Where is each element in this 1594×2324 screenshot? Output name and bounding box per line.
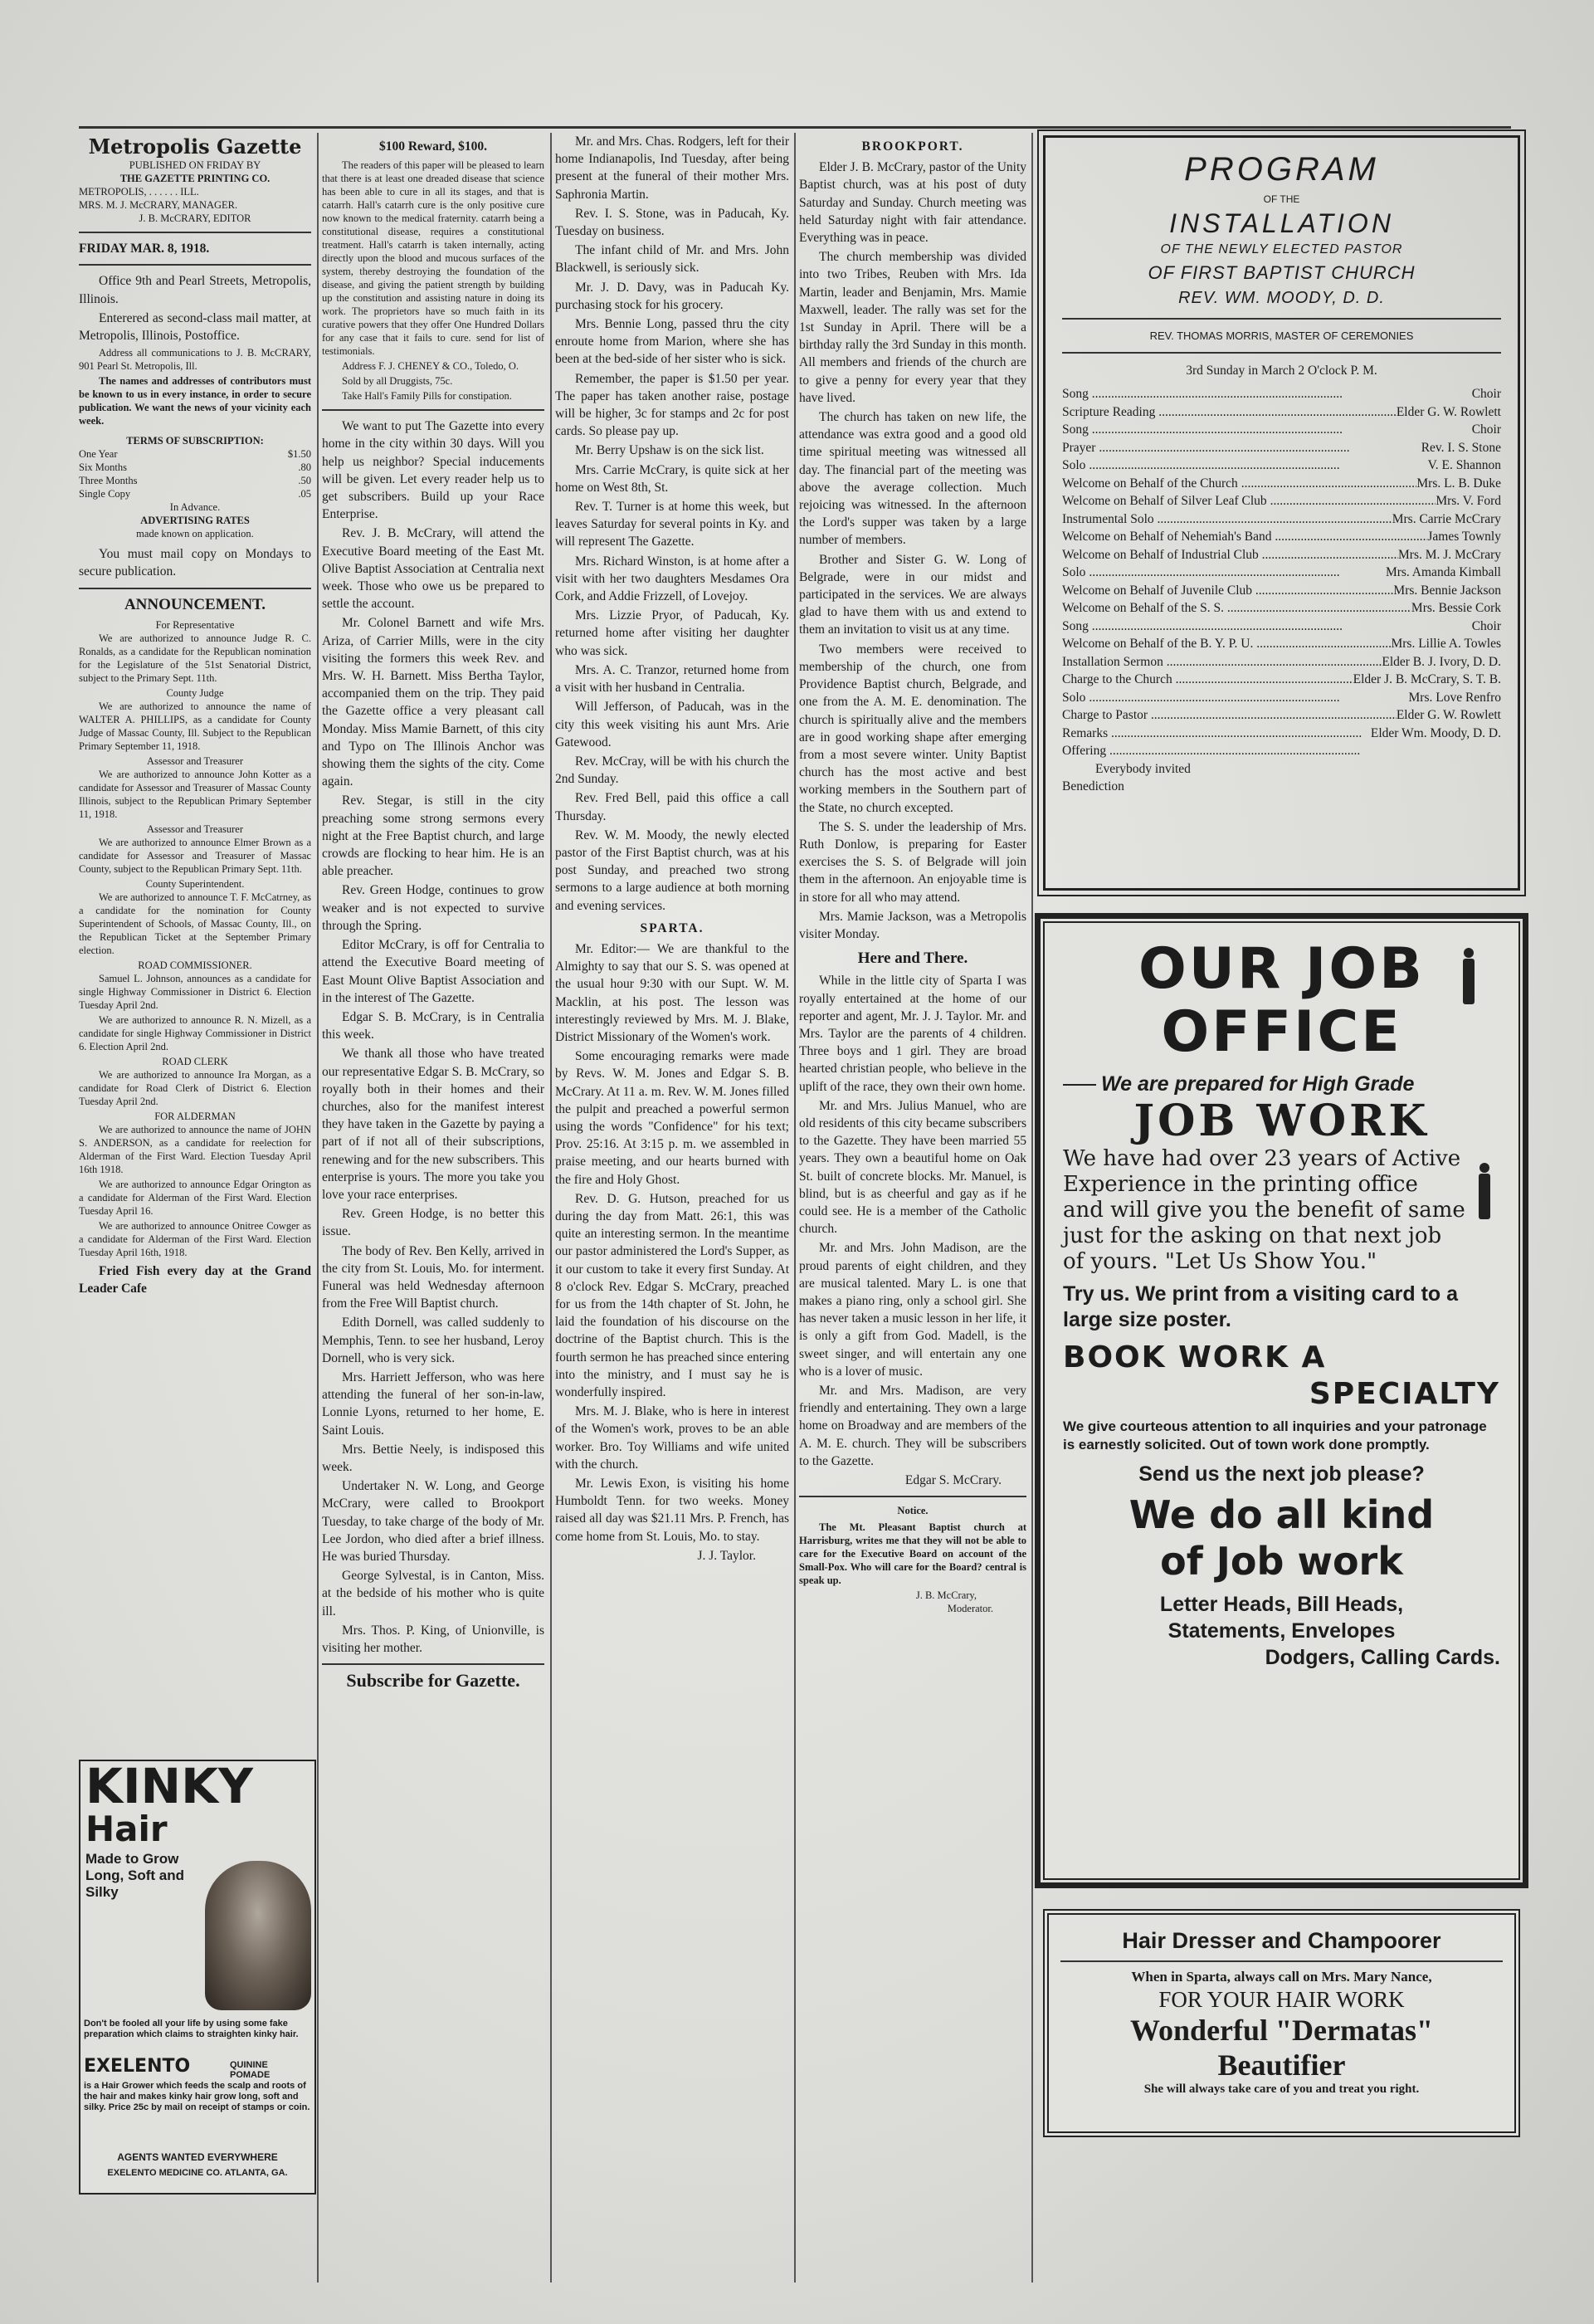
terms-row: [79, 487, 311, 500]
news-item: Will Jefferson, of Paducah, was in the city this week visiting his aunt Mrs. Arie Gatewood.: [555, 700, 789, 749]
fried-fish-notice: Fried Fish every day at the Grand Leader Cafe: [79, 1263, 311, 1296]
program-participant: Mrs. Lillie A. Towles: [1391, 637, 1501, 651]
reward-sold: Sold by all Druggists, 75c.: [342, 375, 453, 388]
here-there-item: Mr. and Mrs. Madison, are very friendly and entertaining. They own a large home on Broadway and are members of the A. M. E. church. They will be subscribers to the Gazette.: [799, 1384, 1026, 1468]
program-participant: Rev. I. S. Stone: [1421, 440, 1501, 455]
brookport-item: The S. S. under the leadership of Mrs. Ruth Donlow, is preparing for Easter exercises the S. S. of Belgrade will join them in the afternoon. An enjoyable time is in store for all who may attend.: [799, 819, 1026, 905]
program-item: Song .....: [1062, 421, 1472, 439]
masthead-published: PUBLISHED ON FRIDAY BY: [129, 159, 261, 172]
program-participant: Mrs. V. Ford: [1436, 494, 1501, 508]
masthead-editor: J. B. McCRARY, EDITOR: [139, 212, 251, 225]
names-notice: The names and addresses of contributors must be known to us in every instance, in order to secure publication. We want the news of your vicinity each week.: [79, 375, 311, 427]
mail-copy-notice: You must mail copy on Mondays to secure publication.: [79, 547, 311, 579]
announcement-text: We are authorized to announce Onitree Cowger as a candidate for Alderman of the First Ward. Election Tuesday April 16th, 1918.: [79, 1219, 311, 1258]
hair-ad-beautifier: Beautifier: [1217, 2048, 1346, 2082]
program-church: OF FIRST BAPTIST CHURCH: [1148, 262, 1416, 283]
program-participant: Elder G. W. Rowlett: [1396, 708, 1501, 722]
terms-price: .80: [298, 461, 311, 474]
hair-ad-when: When in Sparta, always call on Mrs. Mary Nance,: [1131, 1969, 1432, 1985]
program-participant: James Townly: [1427, 530, 1501, 544]
terms-label: Single Copy: [79, 488, 131, 500]
program-participant: Mrs. Amanda Kimball: [1385, 565, 1501, 579]
column-2-items: [322, 417, 544, 1657]
terms-row: [79, 461, 311, 474]
kinky-hair-ad: [79, 1760, 316, 2195]
program-participant: Choir: [1471, 387, 1501, 401]
announcement-title: ANNOUNCEMENT.: [124, 595, 266, 613]
brookport-headline: BROOKPORT.: [861, 139, 964, 154]
reward-pills: Take Hall's Family Pills for constipation.: [342, 390, 512, 403]
program-benediction: Benediction: [1062, 779, 1124, 793]
column-3-items: [555, 133, 789, 915]
program-row: [1062, 564, 1501, 582]
column-rule: [550, 133, 552, 2282]
program-item: Remarks .....: [1062, 725, 1371, 743]
news-item: Mr. J. D. Davy, was in Paducah Ky. purchasing stock for his grocery.: [555, 280, 789, 312]
masthead-company: THE GAZETTE PRINTING CO.: [119, 173, 271, 185]
program-item: Welcome on Behalf of Juvenile Club .....: [1062, 582, 1393, 600]
program-participant: Choir: [1471, 422, 1501, 437]
reward-address: Address F. J. CHENEY & CO., Toledo, O.: [342, 360, 519, 373]
notice-signature-title: Moderator.: [947, 1603, 993, 1615]
program-item: Welcome on Behalf of the B. Y. P. U. .....: [1062, 635, 1391, 653]
kinky-title-hair: Hair: [85, 1809, 168, 1849]
divider: [1062, 352, 1501, 354]
job-ad-experience: We have had over 23 years of Active Experience in the printing office and will give you the benefit of same just for the asking on that next job of yours. "Let Us Show You.": [1063, 1146, 1465, 1274]
column-4: [799, 133, 1026, 1615]
news-item: George Sylvestal, is in Canton, Miss. at the bedside of his mother who is quite ill.: [322, 1569, 544, 1618]
announcement-head: ROAD CLERK: [162, 1055, 228, 1067]
here-there-item: Mr. and Mrs. John Madison, are the proud parents of eight children, and they are musical talented. Mary L. is one that makes a piano ring, only a school girl. She has never taken a music lesson in her life, it is only a gift from God. Madell, is the sweet singer, and will entertain any one who is a lover of music.: [799, 1241, 1026, 1379]
news-item: Edith Dornell, was called suddenly to Memphis, Tenn. to see her husband, Leroy Dornell, who is very sick.: [322, 1316, 544, 1365]
job-ad-we-do: We do all kind: [1128, 1492, 1435, 1537]
hair-ad-title: Hair Dresser and Champoorer: [1122, 1928, 1441, 1953]
job-ad-list-3: Dodgers, Calling Cards.: [1265, 1646, 1500, 1669]
job-ad-book-work: BOOK WORK A: [1063, 1340, 1327, 1374]
program-item: Charge to Pastor .....: [1062, 706, 1397, 725]
announcement-text: Samuel L. Johnson, announces as a candidate for single Highway Commissioner in District 6. Election Tuesday April 2nd.: [79, 972, 311, 1011]
announcement-head: Assessor and Treasurer: [147, 823, 243, 835]
program-row: [1062, 403, 1501, 422]
brookport-item: Two members were received to membership of the church, one from Providence Baptist church, Belgrade, and one from the A. M. E. denomination. The church is spiritually alive and the members are in good working shape after emerging from a most severe winter. Unity Baptist church has the most active and best working members in the Southern part of the State, no church excepted.: [799, 642, 1026, 815]
job-ad-send: Send us the next job please?: [1138, 1462, 1425, 1486]
news-item: Mr. Colonel Barnett and wife Mrs. Ariza, of Carrier Mills, were in the city visiting the formers this week Rev. and Mrs. W. H. Barnett. Miss Bertha Taylor, accompanied them on the trip. They paid the Gazette office a very pleasant call Monday. Miss Mamie Barnett, of this city and Typo on The Illinois Anchor was showing them the sights of the city. Come again.: [322, 616, 544, 789]
news-item: Mrs. Harriett Jefferson, who was here attending the funeral of her son-in-law, Lonnie Lyons, returned to her home, E. Saint Louis.: [322, 1370, 544, 1438]
program-row: [1062, 528, 1501, 546]
announcement-list: [79, 618, 311, 1259]
program-installation: INSTALLATION: [1169, 208, 1394, 238]
announcement-text: We are authorized to announce the name of JOHN S. ANDERSON, as a candidate for reelection for Alderman of the First Ward. Election Tuesday April 16th 1918.: [79, 1123, 311, 1175]
news-item: Rev. Green Hodge, continues to grow weaker and is not expected to survive through the Spring.: [322, 883, 544, 933]
exelento-brand-sub: QUININE POMADE: [230, 2060, 271, 2080]
sparta-item: Mr. Editor:— We are thankful to the Almighty to say that our S. S. was opened at the usual hour 9:30 with our Supt. W. M. Macklin, at his post. The lesson was interestingly reviewed by Mrs. M. J. Blake, District Missionary of the Women's work.: [555, 941, 789, 1044]
news-item: Rev. T. Turner is at home this week, but leaves Saturday for several points in Ky. and will represent The Gazette.: [555, 500, 789, 549]
here-there-items: [799, 972, 1026, 1470]
agents-wanted: AGENTS WANTED EVERYWHERE: [117, 2151, 278, 2163]
job-ad-list-1: Letter Heads, Bill Heads,: [1159, 1593, 1404, 1616]
brookport-item: Brother and Sister G. W. Long of Belgrade, were in our midst and participated in the services. We are always glad to have them with us and extend to them an invitation to visit us at any time.: [799, 552, 1026, 637]
sparta-headline: SPARTA.: [640, 920, 704, 935]
terms-label: Three Months: [79, 475, 138, 487]
program-item: Installation Sermon .....: [1062, 653, 1382, 671]
news-item: Mr. Berry Upshaw is on the sick list.: [575, 443, 764, 458]
job-ad-list-2: Statements, Envelopes: [1167, 1619, 1396, 1643]
announcement-head: FOR ALDERMAN: [154, 1110, 236, 1122]
exelento-description: is a Hair Grower which feeds the scalp and roots of the hair and makes kinky hair grow long, soft and silky. Price 25c by mail on receipt of stamps or coin.: [84, 2081, 310, 2112]
announcement-head: County Superintendent.: [145, 877, 245, 890]
terms-title: TERMS OF SUBSCRIPTION:: [126, 435, 264, 447]
sparta-item: Mr. Lewis Exon, is visiting his home Humboldt Tenn. for two weeks. Money raised all day was $21.11 Mrs. P. French, has come home from St. Louis, Mo. to stay.: [555, 1477, 789, 1544]
divider: [79, 232, 311, 233]
news-item: Rev. J. B. McCrary, will attend the Executive Board meeting of the East Mt. Olive Baptist Association at Centralia next week. Those who owe us be prepared to settle the account.: [322, 526, 544, 612]
program-time: 3rd Sunday in March 2 O'clock P. M.: [1186, 364, 1377, 378]
program-participant: Mrs. M. J. McCrary: [1398, 547, 1501, 562]
program-item: Welcome on Behalf of Industrial Club .....: [1062, 546, 1398, 564]
in-advance: In Advance.: [169, 501, 221, 514]
program-row: [1062, 653, 1501, 671]
terms-label: One Year: [79, 448, 118, 461]
program-participant: Elder J. B. McCrary, S. T. B.: [1353, 672, 1501, 686]
program-item: Offering .....: [1062, 742, 1501, 760]
here-signature: Edgar S. McCrary.: [904, 1473, 1002, 1488]
news-item: Mrs. Lizzie Pryor, of Paducah, Ky. returned home after visiting her daughter who was sick.: [555, 608, 789, 658]
announcement-text: We are authorized to announce Ira Morgan, as a candidate for Road Clerk of District 6. Election Tuesday April 2nd.: [79, 1068, 311, 1107]
announcement-text: We are authorized to announce R. N. Mizell, as a candidate for single Highway Commissioner in District 6. Election April 2nd.: [79, 1013, 311, 1052]
pointing-man-icon: [1460, 948, 1478, 1006]
job-ad-courteous: We give courteous attention to all inquiries and your patronage is earnestly solicited. Out of town work done promptly.: [1063, 1418, 1487, 1452]
program-item: Song .....: [1062, 385, 1472, 403]
job-office-ad: [1043, 921, 1520, 1880]
job-ad-our-job: OUR JOB: [1138, 936, 1425, 1002]
program-item: Solo .....: [1062, 564, 1386, 582]
program-item: Welcome on Behalf of the S. S. .....: [1062, 599, 1411, 618]
announcement-text: We are authorized to announce Edgar Orington as a candidate for Alderman of the First Ward. Election Tuesday April 16.: [79, 1178, 311, 1217]
program-participant: Elder G. W. Rowlett: [1396, 404, 1501, 419]
program-participant: Mrs. Bessie Cork: [1411, 601, 1501, 615]
brookport-item: Mrs. Mamie Jackson, was a Metropolis visiter Monday.: [799, 909, 1026, 941]
program-row: [1062, 492, 1501, 510]
divider: [79, 588, 311, 589]
program-master: REV. THOMAS MORRIS, MASTER OF CEREMONIES: [1149, 330, 1414, 342]
brookport-item: The church has taken on new life, the attendance was extra good and a good old time spiritual meeting was witnessed all day. The financial part of the meeting was above the average collection. Much rejoicing was witnessed. In the afternoon the Lord's supper was taken by a large number of members.: [799, 410, 1026, 548]
announcement-head: Assessor and Treasurer: [147, 754, 243, 767]
job-ad-try-us: Try us. We print from a visiting card to a large size poster.: [1063, 1282, 1459, 1331]
terms-row: [79, 474, 311, 487]
news-item: The infant child of Mr. and Mrs. John Blackwell, is seriously sick.: [555, 243, 789, 276]
announcement-head: For Representative: [155, 618, 235, 631]
news-item: We want to put The Gazette into every home in the city within 30 days. Will you help us neighbor? Special inducements will be given. Let every reader help us to get subscribers. Build up your Race Enterprise.: [322, 419, 544, 522]
column-rule: [317, 133, 319, 2282]
program-participant: Elder Wm. Moody, D. D.: [1370, 725, 1501, 740]
hair-dresser-ad: [1043, 1909, 1520, 2137]
news-item: Mrs. Thos. P. King, of Unionville, is visiting her mother.: [322, 1623, 544, 1656]
sparta-signature: J. J. Taylor.: [697, 1548, 756, 1563]
program-row: [1062, 671, 1501, 689]
program-item: Welcome on Behalf of the Church .....: [1062, 475, 1416, 493]
program-row: [1062, 546, 1501, 564]
program-item: Instrumental Solo .....: [1062, 510, 1392, 529]
news-item: Rev. Fred Bell, paid this office a call Thursday.: [555, 791, 789, 823]
announcement-head: ROAD COMMISSIONER.: [138, 959, 252, 971]
column-rule: [1031, 133, 1033, 2282]
kinky-warning: Don't be fooled all your life by using some fake preparation which claims to straighten kinky hair.: [84, 2019, 299, 2039]
program-participant: Mrs. Love Renfro: [1408, 690, 1501, 705]
announcement-text: We are authorized to announce Judge R. C. Ronalds, as a candidate for the Republican nomination for the Legislature of the 51st Senatorial District, subject to the Primary Sept. 11th.: [79, 632, 311, 684]
program-rows: [1062, 385, 1501, 760]
brookport-item: Elder J. B. McCrary, pastor of the Unity Baptist church, was at his post of duty Saturday and Sunday. Church meeting was held Saturday night with fair attendance. Everything was in peace.: [799, 160, 1026, 246]
terms-label: Six Months: [79, 461, 128, 474]
sparta-items: [555, 940, 789, 1545]
program-item: Song .....: [1062, 618, 1472, 636]
hair-ad-for: FOR YOUR HAIR WORK: [1158, 1987, 1405, 2012]
divider: [322, 1663, 544, 1665]
program-row: [1062, 421, 1501, 439]
program-row: [1062, 456, 1501, 475]
standing-man-icon: [1475, 1163, 1494, 1221]
here-there-item: Mr. and Mrs. Julius Manuel, who are old residents of this city became subscribers to the Gazette. They have been married 55 years. They own a beautiful home on Oak St. built of concrete blocks. Mr. Manuel, is blind, but is as cheerful and gay as if he could see. He is a member of the Catholic church.: [799, 1098, 1026, 1237]
pointing-hand-icon: [1063, 1084, 1096, 1086]
ad-rates-sub: made known on application.: [136, 528, 254, 540]
here-there-headline: Here and There.: [857, 950, 968, 968]
brookport-item: The church membership was divided into two Tribes, Reuben with Mrs. Ida Martin, leader and Benjamin, Mrs. Mamie Maxwell, leader. The rally was set for the 1st Sunday in April. There will be a birthday rally the 3rd Sunday in this month. All members and friends of the church are to give a penny for every year that they have lived.: [799, 250, 1026, 405]
news-item: Rev. Green Hodge, is no better this issue.: [322, 1207, 544, 1239]
job-ad-prepared: We are prepared for High Grade: [1101, 1072, 1415, 1096]
divider: [1060, 1960, 1503, 1962]
program-participant: Choir: [1471, 618, 1501, 633]
announcement-head: County Judge: [166, 686, 224, 699]
hair-ad-wonderful: Wonderful "Dermatas": [1130, 2014, 1433, 2047]
news-item: We thank all those who have treated our representative Edgar S. B. McCrary, so royally both in their homes and their churches, also for the manifest interest they have taken in the Gazette by paying a part of if not all of their subscriptions, renewing and for the new subscribers. This enterprise is yours. The more you take you love your race enterprises.: [322, 1047, 544, 1202]
program-row: [1062, 635, 1501, 653]
program-newly-elected: OF THE NEWLY ELECTED PASTOR: [1160, 242, 1403, 256]
program-item: Welcome on Behalf of Silver Leaf Club .....: [1062, 492, 1436, 510]
announcement-text: We are authorized to announce T. F. McCatrney, as a candidate for the nomination for County Superintendent of Schools, of Massac County, Ill., on the Republican Ticket at the September Primary election.: [79, 891, 311, 956]
announcement-text: We are authorized to announce John Kotter as a candidate for Assessor and Treasurer of Massac County Illinois, subject to the Republican Primary September 11, 1918.: [79, 768, 311, 820]
masthead-city: METROPOLIS, . . . . . . ILL.: [79, 186, 199, 198]
column-2: [322, 133, 544, 1692]
job-ad-office: OFFICE: [1161, 999, 1402, 1065]
news-item: Mrs. Richard Winston, is at home after a visit with her two daughters Mesdames Ora Cork, and Addie Frizzell, of Lovejoy.: [555, 554, 789, 604]
terms-row: [79, 447, 311, 461]
program-row: [1062, 706, 1501, 725]
exelento-brand: EXELENTO: [84, 2056, 191, 2077]
here-there-item: While in the little city of Sparta I was royally entertained at the home of our reporter and agent, Mr. J. J. Taylor. Mr. and Mrs. Taylor are the parents of 4 children. Three boys and 1 girl. They are broad hearted christian people, who believe in the uplift of the race, they own their own home.: [799, 974, 1026, 1094]
news-item: Rev. Stegar, is still in the city preaching some strong sermons every night at the Free Baptist church, and large crowds are flocking to hear him. He is an able preacher.: [322, 793, 544, 879]
news-item: The body of Rev. Ben Kelly, arrived in the city from St. Louis, Mo. for interment. Funeral was held Wednesday afternoon from the Free Will Baptist church.: [322, 1243, 544, 1311]
subscribe-banner: Subscribe for Gazette.: [346, 1670, 520, 1692]
program-of-the: OF THE: [1263, 193, 1300, 205]
divider: [79, 264, 311, 266]
program-row: [1062, 689, 1501, 707]
masthead-title: Metropolis Gazette: [88, 134, 302, 159]
address-notice: Address all communications to J. B. McCRARY, 901 Pearl St. Metropolis, Ill.: [79, 347, 311, 373]
program-participant: V. E. Shannon: [1427, 458, 1501, 472]
program-row: [1062, 725, 1501, 743]
kinky-tagline: Made to Grow Long, Soft and Silky: [85, 1851, 184, 1900]
program-box: [1043, 135, 1520, 891]
reward-text: The readers of this paper will be pleased to learn that there is at least one dreaded disease that science has been able to cure in all its stages, and that is catarrh. Hall's catarrh cure is the only positive cure now known to the medical fraternity. catarrh being a constitutional disease, requires a constitutional treatment. Hall's catarrh is taken internally, acting directly upon the blood and mucous surfaces of the system, thereby destroying the foundation of the disease, and giving the patient strength by building up the constitution and assisting nature in doing its work. The proprietors have so much faith in its curative powers that they offer One Hundred Dollars for any case that it fails to cure. send for list of testimonials.: [322, 159, 544, 358]
program-item: Charge to the Church .....: [1062, 671, 1353, 689]
news-item: Editor McCrary, is off for Centralia to attend the Executive Board meeting of East Mount Olive Baptist Association and in the interest of The Gazette.: [322, 938, 544, 1005]
program-row: [1062, 475, 1501, 493]
program-row: [1062, 510, 1501, 529]
news-item: Mrs. Bettie Neely, is indisposed this week.: [322, 1442, 544, 1474]
announcement-text: We are authorized to announce the name of WALTER A. PHILLIPS, as a candidate for County Judge of Massac County, Ill. Subject to the Republican Primary September 11, 1918.: [79, 700, 311, 752]
program-item: Solo .....: [1062, 689, 1409, 707]
terms-price: .50: [298, 475, 311, 487]
column-1: [79, 133, 311, 1299]
issue-date: FRIDAY MAR. 8, 1918.: [79, 242, 210, 256]
entered-notice: Enterered as second-class mail matter, at Metropolis, Illinois, Postoffice.: [79, 310, 311, 344]
column-3: [555, 133, 789, 1565]
reward-headline: $100 Reward, $100.: [378, 139, 488, 154]
news-item: Rev. McCray, will be with his church the 2nd Sunday.: [555, 754, 789, 787]
brookport-items: [799, 159, 1026, 943]
hair-ad-care: She will always take care of you and treat you right.: [1143, 2082, 1420, 2096]
notice-headline: Notice.: [897, 1505, 929, 1517]
program-item: Prayer .....: [1062, 439, 1421, 457]
sparta-item: Some encouraging remarks were made by Revs. W. M. Jones and Edgar S. B. McCrary. At 11 a. m. Rev. W. M. Jones filled the pulpit and preached a powerful sermon using the words "Confidence" for his text; Prov. 25:16. At 3:15 p. m. we assembled in praise meeting, and our hearts burned with the fire and Holy Ghost.: [555, 1049, 789, 1187]
kinky-title: KINKY: [85, 1760, 254, 1814]
job-ad-specialty: SPECIALTY: [1309, 1377, 1500, 1411]
news-item: Rev. W. M. Moody, the newly elected pastor of the First Baptist church, was at his post Sunday, and preached two strong sermons to a large audience at both morning and evening services.: [555, 828, 789, 913]
program-row: [1062, 618, 1501, 636]
announcement-text: We are authorized to announce Elmer Brown as a candidate for Assessor and Treasurer of Massac County, subject to the Republican Primary Sept. 11th.: [79, 836, 311, 875]
news-item: Mrs. Bennie Long, passed thru the city enroute home from Marion, where she has been at the bed-side of her sister who is sick.: [555, 317, 789, 367]
job-ad-job-work: JOB WORK: [1133, 1096, 1430, 1146]
program-row: [1062, 385, 1501, 403]
notice-text: The Mt. Pleasant Baptist church at Harrisburg, writes me that they will not be able to care for the Executive Board on account of the Small-Pox. Who will care for the Board? central is speak up.: [799, 1521, 1026, 1587]
column-rule: [794, 133, 796, 2282]
office-location: Office 9th and Pearl Streets, Metropolis, Illinois.: [79, 274, 311, 306]
program-title: PROGRAM: [1184, 151, 1379, 188]
program-row: [1062, 582, 1501, 600]
program-participant: Elder B. J. Ivory, D. D.: [1382, 654, 1501, 669]
news-item: Mr. and Mrs. Chas. Rodgers, left for their home Indianapolis, Ind Tuesday, after being present at the funeral of their mother Mrs. Saphronia Martin.: [555, 134, 789, 202]
news-item: Remember, the paper is $1.50 per year. The paper has taken another raise, postage will be higher, 3c for stamps and 2c for post cards. So please pay up.: [555, 371, 789, 439]
job-ad-of-job: of Job work: [1160, 1539, 1403, 1584]
news-item: Rev. I. S. Stone, was in Paducah, Ky. Tuesday on business.: [555, 206, 789, 239]
news-item: Edgar S. B. McCrary, is in Centralia this week.: [322, 1009, 544, 1042]
top-rule: [79, 126, 1511, 129]
program-participant: Mrs. Carrie McCrary: [1392, 511, 1501, 526]
news-item: Mrs. Carrie McCrary, is quite sick at her home on West 8th, St.: [555, 462, 789, 495]
program-item: Welcome on Behalf of Nehemiah's Band .....: [1062, 528, 1427, 546]
divider: [322, 409, 544, 411]
program-participant: Mrs. L. B. Duke: [1416, 476, 1501, 491]
sparta-item: Rev. D. G. Hutson, preached for us during the day from Matt. 26:1, this was quite an interesting sermon. In the meantime our pastor administered the Lord's Supper, as it our custom to take it every first Sunday. At 8 o'clock Rev. Edgar S. McCrary, preached for us from the 14th chapter of St. John, he laid the foundation of his discourse on the doctrine of the Baptist church. This is the fourth sermon he has preached since entering into the ministry, and I must say he is wonderfully inspired.: [555, 1191, 789, 1400]
news-item: Mrs. A. C. Tranzor, returned home from a visit with her husband in Centralia.: [555, 662, 789, 696]
terms-list: [79, 447, 311, 500]
ad-rates: ADVERTISING RATES: [140, 515, 250, 527]
masthead-manager: MRS. M. J. McCRARY, MANAGER.: [79, 199, 238, 212]
program-invited: Everybody invited: [1095, 761, 1191, 776]
program-row: [1062, 599, 1501, 618]
program-item: Solo .....: [1062, 456, 1428, 475]
woman-portrait-image: [205, 1861, 311, 2010]
program-participant: Mrs. Bennie Jackson: [1393, 583, 1501, 598]
terms-price: $1.50: [287, 448, 311, 461]
exelento-company: EXELENTO MEDICINE CO. ATLANTA, GA.: [107, 2168, 288, 2178]
sparta-item: Mrs. M. J. Blake, who is here in interest of the Women's work, proves to be an able worker. Bro. Toy Williams and wife united with the church.: [555, 1404, 789, 1472]
divider: [1062, 318, 1501, 320]
divider: [799, 1496, 1026, 1497]
program-rev: REV. WM. MOODY, D. D.: [1178, 289, 1385, 307]
terms-price: .05: [298, 488, 311, 500]
program-row: [1062, 439, 1501, 457]
program-row: [1062, 742, 1501, 760]
notice-signature: J. B. McCrary,: [915, 1589, 977, 1602]
news-item: Undertaker N. W. Long, and George McCrary, were called to Brookport Tuesday, to take charge of the body of Mr. Lee Jordon, who died after a brief illness. He was buried Thursday.: [322, 1479, 544, 1564]
program-item: Scripture Reading .....: [1062, 403, 1397, 422]
